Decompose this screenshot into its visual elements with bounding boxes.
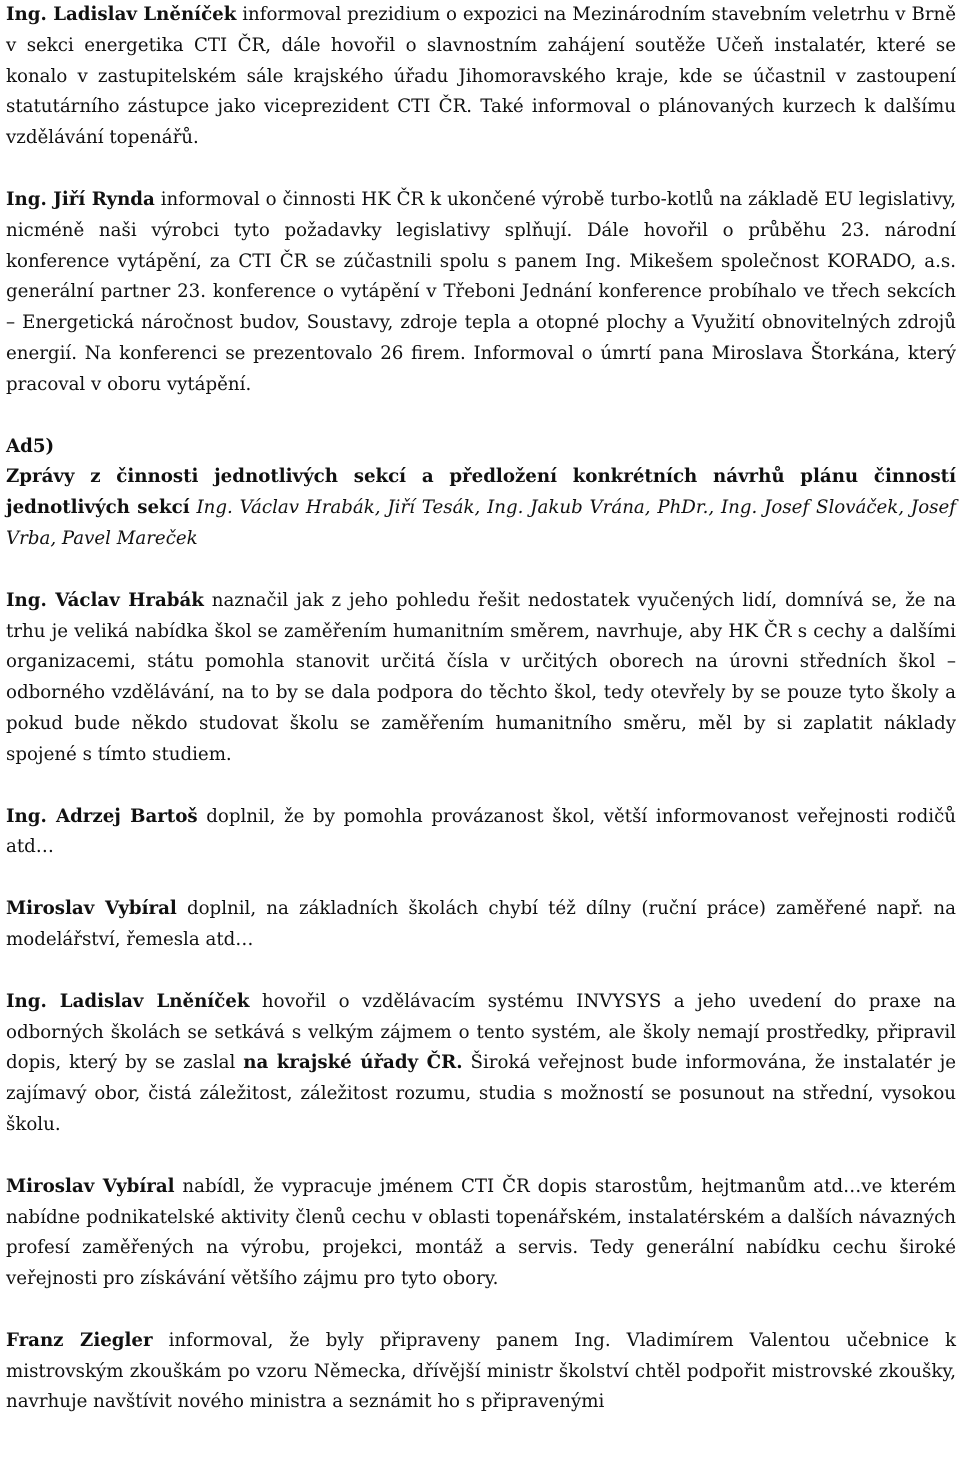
speaker-name: Miroslav Vybíral — [6, 898, 177, 920]
section-title: Zprávy z činnosti jednotlivých sekcí a předložení konkrétních návrhů plánu činností jednotlivých sekcí — [6, 466, 956, 519]
section-label: Ad5) — [6, 435, 55, 457]
speaker-name: Ing. Jiří Rynda — [6, 188, 155, 210]
section-heading — [6, 462, 956, 554]
paragraph-ziegler — [6, 1326, 956, 1418]
speaker-name: Ladislav Lněníček — [53, 4, 237, 25]
section-number — [6, 432, 956, 463]
paragraph-lnenicek-1 — [6, 0, 956, 154]
paragraph-text: nabídl, že vypracuje jménem CTI ČR dopis starostům, hejtmanům atd…ve kterém nabídne podnikatelské aktivity členů cechu v oblasti topenářském, instalatérském a dalších návazných profesí zaměřených na výrobu, projekci, montáž a servis. Tedy generální nabídku cechu široké veřejnosti pro získávání většího zájmu pro tyto obory. — [6, 1175, 957, 1290]
document-page — [6, 0, 956, 1418]
paragraph-lnenicek-2 — [6, 987, 956, 1141]
emphasis-text: na krajské úřady ČR. — [243, 1052, 463, 1074]
speaker-name: Ing. Václav Hrabák — [6, 589, 204, 611]
paragraph-text: Široká veřejnost bude informována, že instalatér je zajímavý obor, čistá záležitost, záležitost rozumu, studia s možností se posunout na střední, vysokou školu. — [6, 1052, 956, 1135]
paragraph-vybiral-2 — [6, 1172, 956, 1295]
speaker-name: Franz Ziegler — [6, 1329, 153, 1351]
paragraph-text: informoval prezidium o expozici na Mezinárodním stavebním veletrhu v Brně v sekci energetika CTI ČR, dále hovořil o slavnostním zahájení soutěže Učeň instalatér, které se konalo v zastupitelském sále krajského úřadu Jihomoravského kraje, kde se účastnil v zastoupení statutárního zástupce jako viceprezident CTI ČR. Také informoval o plánovaných kurzech k dalšímu vzdělávání topenářů. — [6, 4, 956, 149]
paragraph-text: informoval o činnosti HK ČR k ukončené výrobě turbo-kotlů na základě EU legislativy, nicméně naši výrobci tyto požadavky legislativy splňují. Dále hovořil o průběhu 23. národní konference vytápění, za CTI ČR se zúčastnili spolu s panem Ing. Mikešem společnost KORADO, a.s. generální partner 23. konference o vytápění v Třeboni Jednání konference probíhalo ve třech sekcích – Energetická náročnost budov, Soustavy, zdroje tepla a otopné plochy a Využití obnovitelných zdrojů energií. Na konferenci se prezentovalo 26 firem. Informoval o úmrtí pana Miroslava Štorkána, který pracoval v oboru vytápění. — [6, 188, 956, 395]
speaker-name: Ing. Ladislav Lněníček — [6, 990, 250, 1012]
paragraph-text: doplnil, že by pomohla provázanost škol, větší informovanost veřejnosti rodičů atd… — [6, 805, 956, 858]
paragraph-text: informoval, že byly připraveny panem Ing. Vladimírem Valentou učebnice k mistrovským zkouškám po vzoru Německa, dřívější ministr školství chtěl podpořit mistrovské zkoušky, navrhuje navštívit nového ministra a seznámit ho s připravenými — [6, 1329, 956, 1413]
paragraph-vybiral-1 — [6, 894, 956, 956]
paragraph-text: hovořil o vzdělávacím systému INVYSYS a jeho uvedení do praxe na odborných školách se setkává s velkým zájmem o tento systém, ale školy nemají prostředky, připravil dopis, který by se zaslal — [6, 990, 956, 1074]
paragraph-rynda — [6, 185, 956, 401]
section-presenters: Ing. Václav Hrabák, Jiří Tesák, Ing. Jakub Vrána, PhDr., Ing. Josef Slováček, Josef Vrba, Pavel Mareček — [6, 497, 956, 549]
paragraph-bartos — [6, 802, 956, 864]
speaker-name: Ing. Adrzej Bartoš — [6, 805, 198, 827]
paragraph-hrabak — [6, 586, 956, 771]
paragraph-text: naznačil jak z jeho pohledu řešit nedostatek vyučených lidí, domnívá se, že na trhu je veliká nabídka škol se zaměřením humanitním směrem, navrhuje, aby HK ČR s cechy a dalšími organizacemi, státu pomohla stanovit určitá čísla v určitých oborech na úrovni středních škol – odborného vzdělávání, na to by se dala podpora do těchto škol, tedy otevřely by se pouze tyto školy a pokud bude někdo studovat školu se zaměřením humanitního směru, měl by si zaplatit náklady spojené s tímto studiem. — [6, 589, 956, 765]
speaker-name: Miroslav Vybíral — [6, 1175, 175, 1197]
paragraph-text: doplnil, na základních školách chybí též dílny (ruční práce) zaměřené např. na modelářství, řemesla atd… — [6, 898, 956, 950]
speaker-name: Ing. — [6, 4, 54, 25]
